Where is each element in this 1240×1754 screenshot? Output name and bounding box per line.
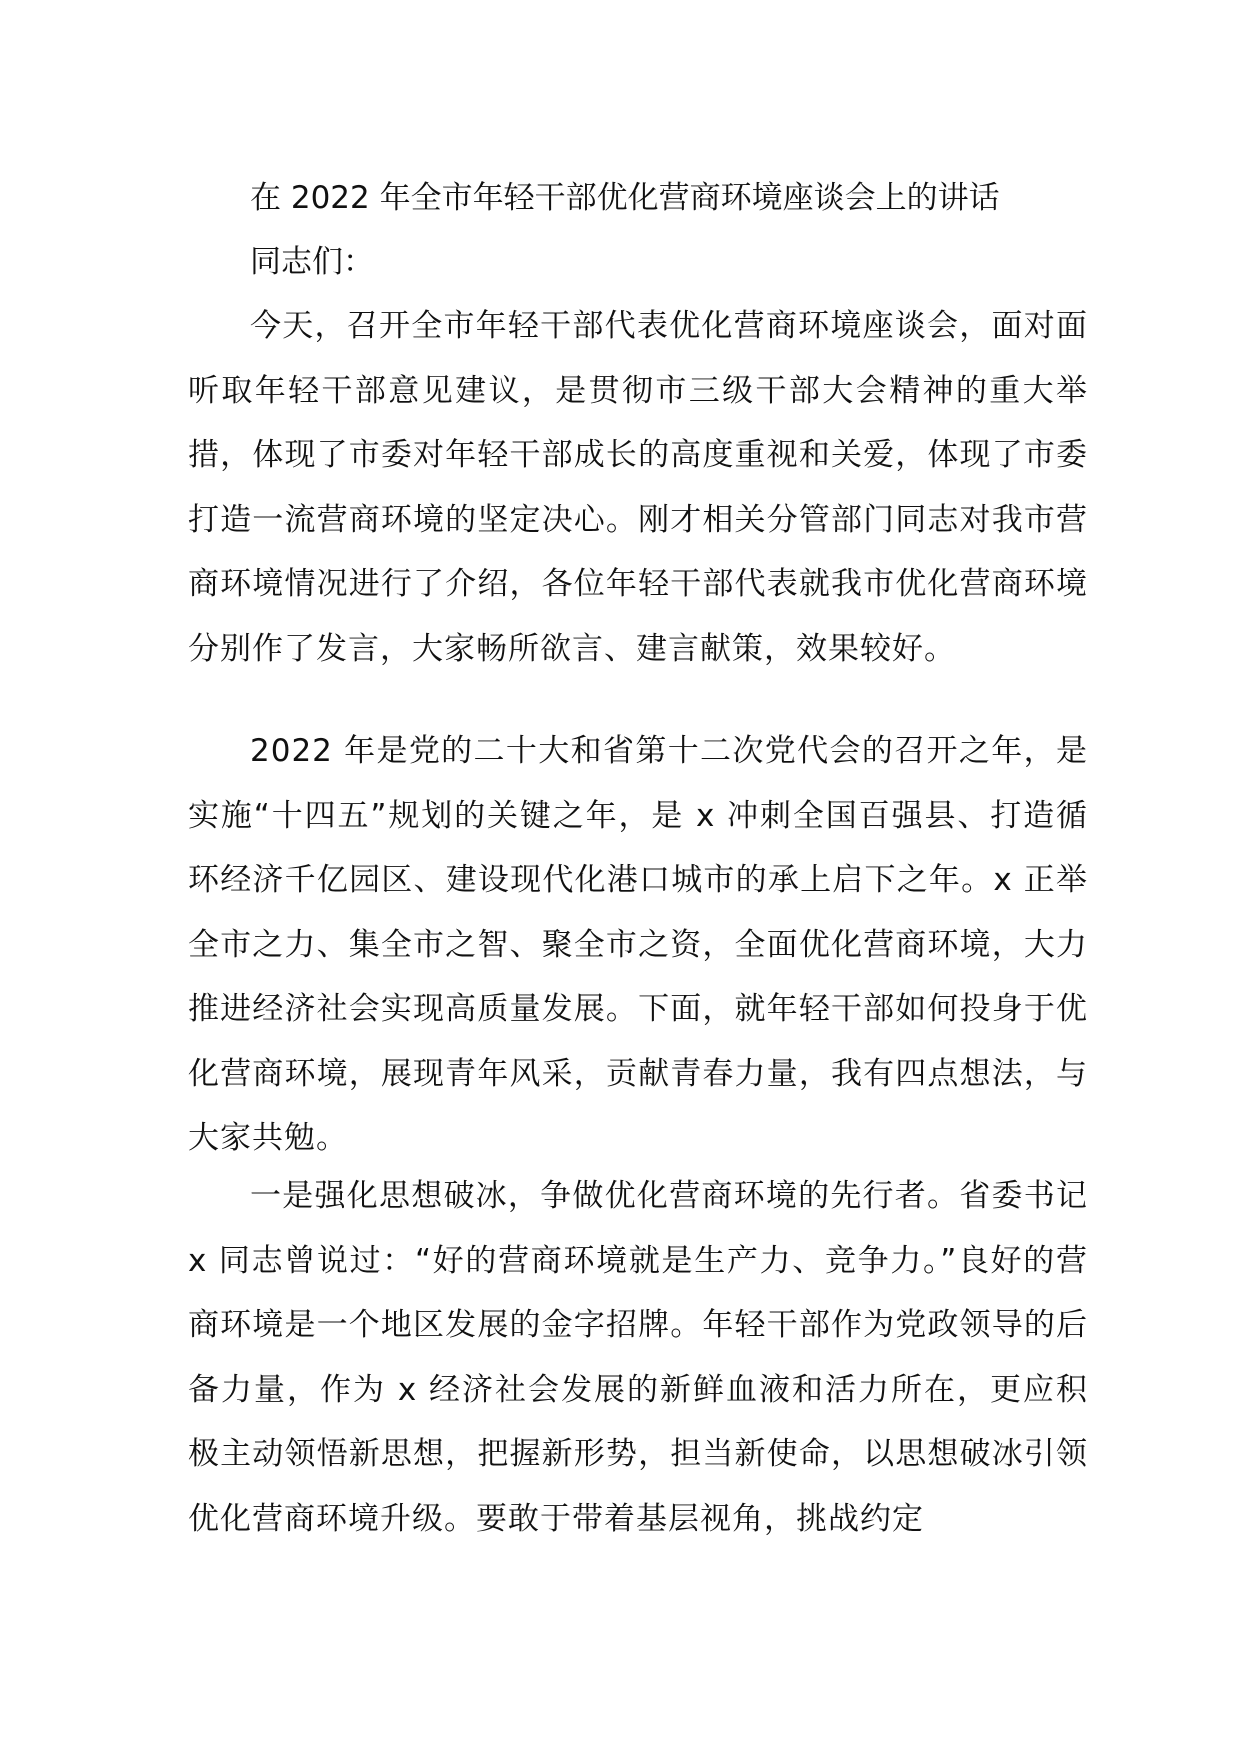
paragraph: 今天，召开全市年轻干部代表优化营商环境座谈会，面对面听取年轻干部意见建议，是贯彻市三级干部大会精神的重大举措，体现了市委对年轻干部成长的高度重视和关爱，体现了市委打造一流营商环境的坚定决心。刚才相关分管部门同志对我市营商环境情况进行了介绍，各位年轻干部代表就我市优化营商环境分别作了发言，大家畅所欲言、建言献策，效果较好。 xyxy=(188,308,1088,667)
paragraph: 一是强化思想破冰，争做优化营商环境的先行者。省委书记 x 同志曾说过：“好的营商环境就是生产力、竞争力。”良好的营商环境是一个地区发展的金字招牌。年轻干部作为党政领导的后备力量，作为 x 经济社会发展的新鲜血液和活力所在，更应积极主动领悟新思想，把握新形势，担当新使命，以思想破冰引领优化营商环境升级。要敢于带着基层视角，挑战约定 xyxy=(188,1178,1088,1537)
paragraph-3-container xyxy=(188,1164,1088,1551)
paragraph: 2022 年是党的二十大和省第十二次党代会的召开之年，是实施“十四五”规划的关键之年，是 x 冲刺全国百强县、打造循环经济千亿园区、建设现代化港口城市的承上启下之年。x 正举全市之力、集全市之智、聚全市之资，全面优化营商环境，大力推进经济社会实现高质量发展。下面，就年轻干部如何投身于优化营商环境，展现青年风采，贡献青春力量，我有四点想法，与大家共勉。 xyxy=(188,733,1088,1156)
paragraph-1-container xyxy=(188,294,1088,681)
paragraph-2-container xyxy=(188,719,1088,1171)
document-title: 在 2022 年全市年轻干部优化营商环境座谈会上的讲话 xyxy=(250,180,1000,216)
salutation: 同志们： xyxy=(250,244,374,280)
